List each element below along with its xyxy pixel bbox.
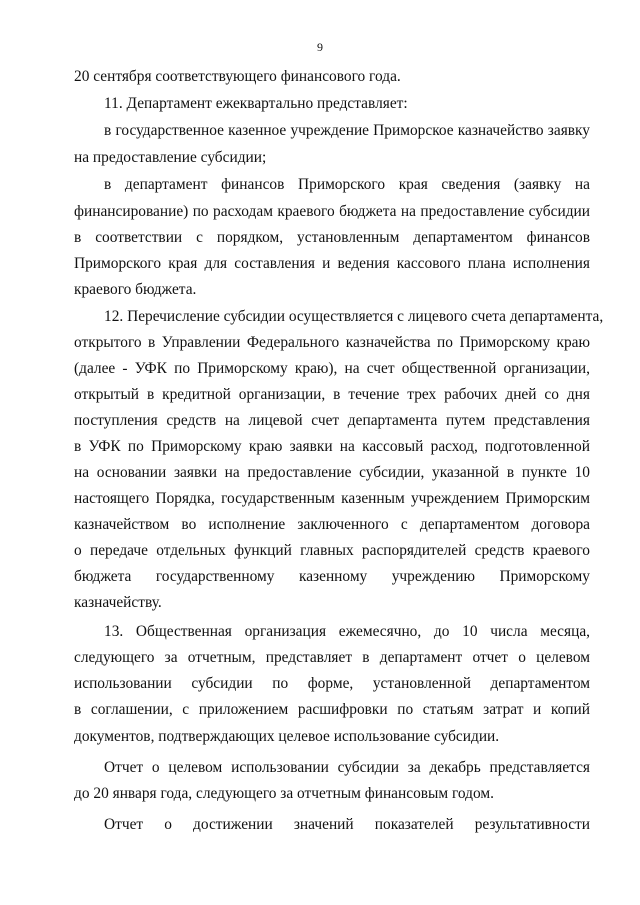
text-line: казначейству. bbox=[74, 594, 162, 611]
text-line: использовании субсидии по форме, установленной департаментом bbox=[74, 675, 590, 692]
text-line: казначейством во исполнение заключенного с департаментом договора bbox=[74, 516, 590, 533]
text-line: открытого в Управлении Федерального казначейства по Приморскому краю bbox=[74, 334, 590, 351]
text-line: 11. Департамент ежеквартально представляет: bbox=[104, 95, 408, 112]
text-line: в государственное казенное учреждение Приморское казначейство заявку bbox=[104, 122, 590, 139]
text-line: Отчет о целевом использовании субсидии за декабрь представляется bbox=[104, 759, 590, 776]
text-line: документов, подтверждающих целевое использование субсидии. bbox=[74, 728, 500, 745]
text-line: настоящего Порядка, государственным казенным учреждением Приморским bbox=[74, 490, 590, 507]
page-number: 9 bbox=[317, 40, 323, 54]
text-line: краевого бюджета. bbox=[74, 281, 197, 298]
text-line: Отчет о достижении значений показателей результативности bbox=[104, 816, 590, 833]
text-line: в департамент финансов Приморского края сведения (заявку на bbox=[104, 176, 590, 193]
text-line: в соответствии с порядком, установленным департаментом финансов bbox=[74, 229, 590, 246]
text-line: 13. Общественная организация ежемесячно, до 10 числа месяца, bbox=[104, 623, 590, 640]
text-line: открытый в кредитной организации, в течение трех рабочих дней со дня bbox=[74, 386, 590, 403]
text-line: о передаче отдельных функций главных распорядителей средств краевого bbox=[74, 542, 590, 559]
text-line: в соглашении, с приложением расшифровки по статьям затрат и копий bbox=[74, 701, 590, 718]
text-line: в УФК по Приморскому краю заявки на кассовый расход, подготовленной bbox=[74, 438, 590, 455]
text-line: 12. Перечисление субсидии осуществляется с лицевого счета департамента, bbox=[104, 308, 604, 325]
text-line: на предоставление субсидии; bbox=[74, 149, 267, 166]
text-line: следующего за отчетным, представляет в департамент отчет о целевом bbox=[74, 649, 590, 666]
text-line: на основании заявки на предоставление субсидии, указанной в пункте 10 bbox=[74, 464, 590, 481]
text-line: 20 сентября соответствующего финансового года. bbox=[74, 68, 401, 85]
text-line: Приморского края для составления и ведения кассового плана исполнения bbox=[74, 255, 590, 272]
text-line: бюджета государственному казенному учреждению Приморскому bbox=[74, 568, 590, 585]
text-line: до 20 января года, следующего за отчетным финансовым годом. bbox=[74, 785, 494, 802]
text-line: (далее - УФК по Приморскому краю), на счет общественной организации, bbox=[74, 360, 590, 377]
text-line: финансирование) по расходам краевого бюджета на предоставление субсидии bbox=[74, 203, 590, 220]
text-line: поступления средств на лицевой счет департамента путем представления bbox=[74, 412, 590, 429]
